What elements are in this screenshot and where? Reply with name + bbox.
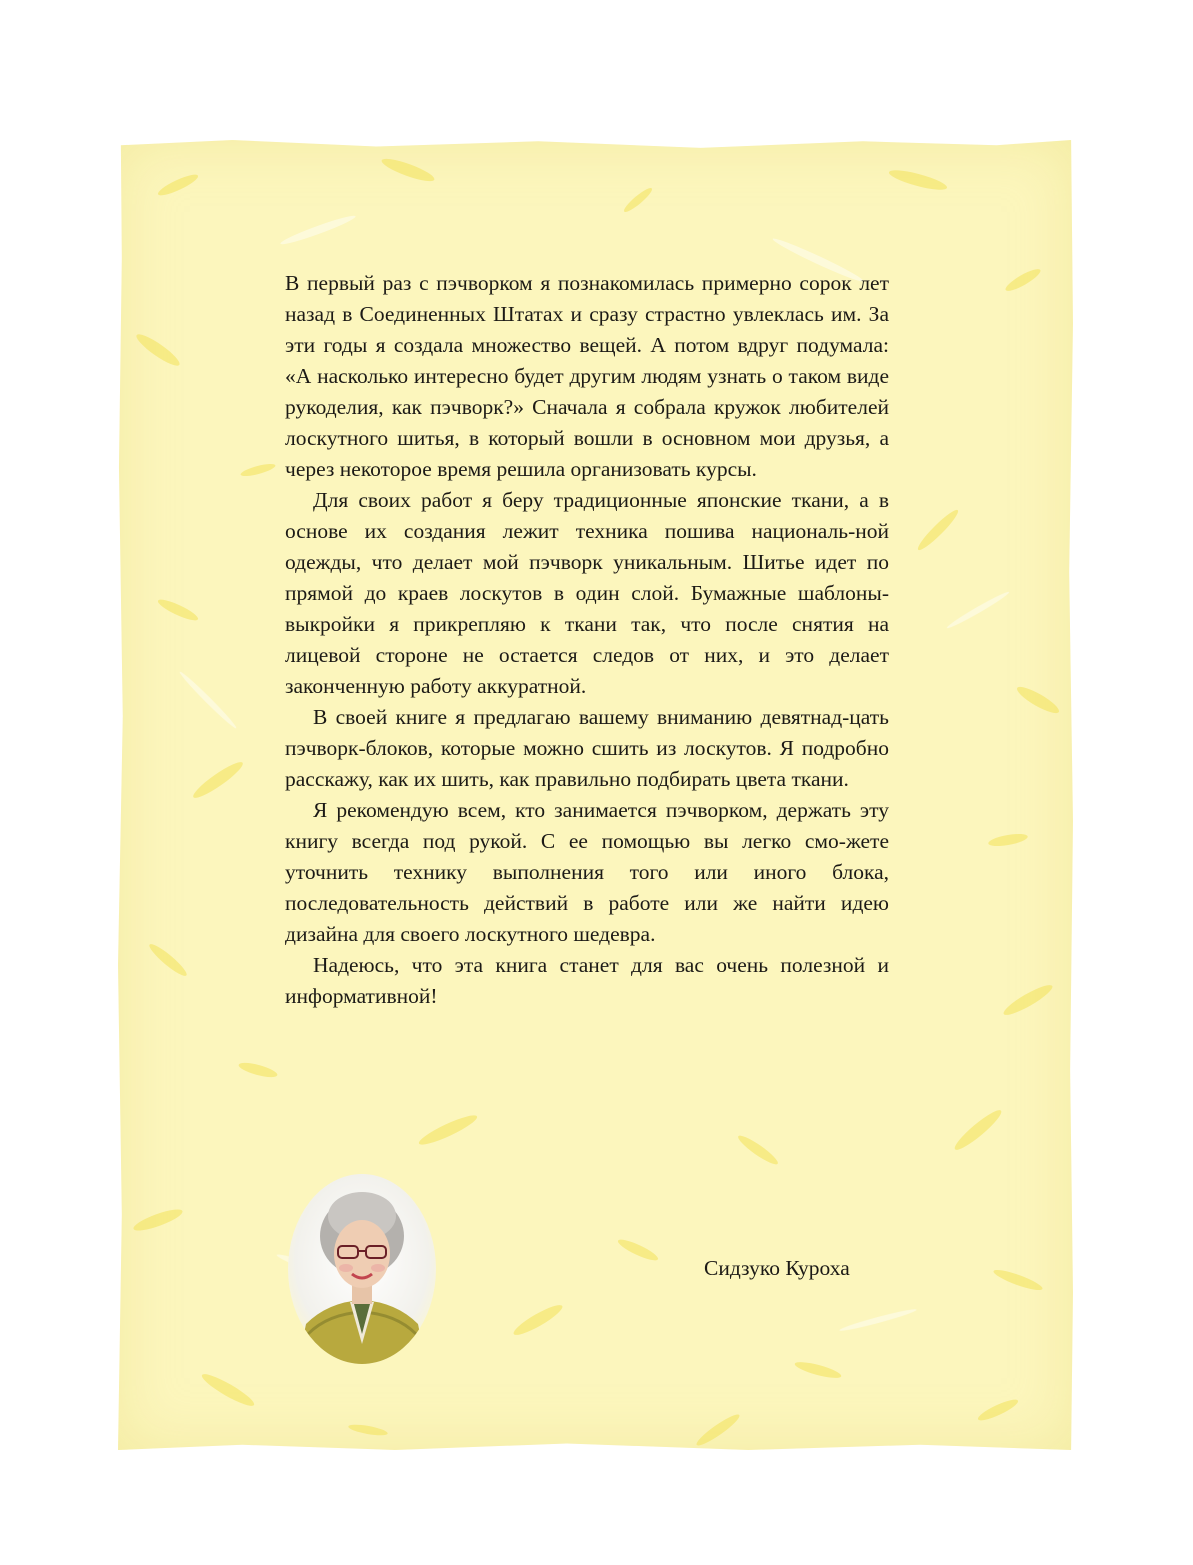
paragraph-2: Для своих работ я беру традиционные японские ткани, а в основе их создания лежит техника пошива националь-ной одежды, что делает мой пэчворк уникальным. Шитье идет по прямой до краев лоскутов в один слой. Бумажные шаблоны-выкройки я прикрепляю к ткани так, что после снятия на лицевой стороне не остается следов от них, и это делает законченную работу аккуратной. xyxy=(285,488,889,698)
paragraph-1: В первый раз с пэчворком я познакомилась примерно сорок лет назад в Соединенных Штатах и сразу страстно увлеклась им. За эти годы я создала множество вещей. А потом вдруг подумала: «А насколько интересно будет другим людям узнать о таком виде рукоделия, как пэчворк?» Сначала я собрала кружок любителей лоскутного шитья, в который вошли в основном мои друзья, а через некоторое время решила организовать курсы. xyxy=(285,271,889,481)
author-signature: Сидзуко Куроха xyxy=(704,1256,850,1280)
paragraph-3: В своей книге я предлагаю вашему вниманию девятнад-цать пэчворк-блоков, которые можно сшить из лоскутов. Я подробно расскажу, как их шить, как правильно подбирать цвета ткани. xyxy=(285,705,889,791)
paragraph-5: Надеюсь, что эта книга станет для вас очень полезной и информативной! xyxy=(285,953,889,1008)
foreword-text xyxy=(285,268,889,1012)
paragraph-4: Я рекомендую всем, кто занимается пэчворком, держать эту книгу всегда под рукой. С ее помощью вы легко смо-жете уточнить технику выполнения того или иного блока, последовательность действий в работе или же найти идею дизайна для своего лоскутного шедевра. xyxy=(285,798,889,946)
author-portrait xyxy=(288,1174,436,1364)
